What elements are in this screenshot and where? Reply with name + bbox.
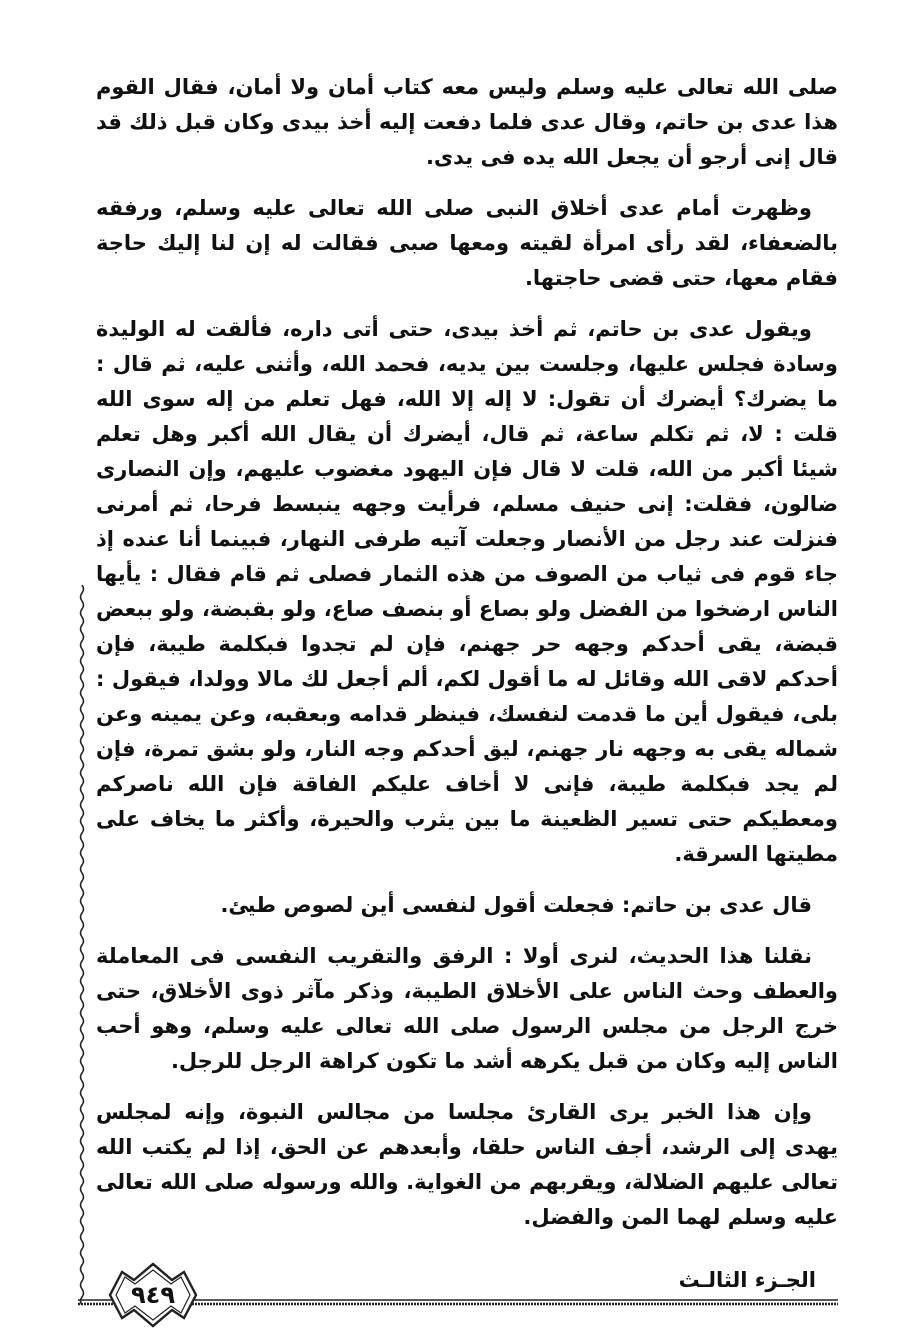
paragraph: وإن هذا الخبر يرى القارئ مجلسا من مجالس النبوة، وإنه لمجلس يهدى إلى الرشد، أجف الناس حلقا، وأبعدهم عن الحق، إذا لم يكتب الله تعالى عليهم الضلالة، ويقربهم من الغواية. والله ورسوله صلى الله تعالى عليه وسلم لهما المن والفضل. bbox=[96, 1100, 838, 1229]
paragraph: وظهرت أمام عدى أخلاق النبى صلى الله تعالى عليه وسلم، ورفقه بالضعفاء، لقد رأى امرأة لقيته ومعها صبى فقالت له إن لنا إليك حاجة فقام معها، حتى قضى حاجتها. bbox=[96, 196, 838, 290]
decorative-border-left bbox=[78, 585, 86, 1305]
paragraph: قال عدى بن حاتم: فجعلت أقول لنفسى أين لصوص طيئ. bbox=[220, 893, 812, 917]
body-text bbox=[96, 70, 838, 1251]
paragraph: صلى الله تعالى عليه وسلم وليس معه كتاب أمان ولا أمان، فقال القوم هذا عدى بن حاتم، وقال عدى فلما دفعت إليه أخذ بيدى وكان قبل ذلك قد قال إنى أرجو أن يجعل الله يده فى يدى. bbox=[96, 75, 838, 169]
paragraph: ويقول عدى بن حاتم، ثم أخذ بيدى، حتى أتى داره، فألقت له الوليدة وسادة فجلس عليها، وجلست بين يديه، فحمد الله، وأثنى عليه، ثم قال : ما يضرك؟ أيضرك أن تقول: لا إله إلا الله، فهل تعلم من إله سوى الله قلت : لا، ثم تكلم ساعة، ثم قال، أيضرك أن يقال الله أكبر وهل تعلم شيئا أكبر من الله، قلت لا قال فإن اليهود مغضوب عليهم، وإن النصارى ضالون، فقلت: إنى حنيف مسلم، فرأيت وجهه ينبسط فرحا، ثم أمرنى فنزلت عند رجل من الأنصار وجعلت آتيه طرفى النهار، فبينما أنا عنده إذ جاء قوم فى ثياب من الصوف من هذه الثمار فصلى ثم قام فقال : يأيها الناس ارضخوا من الفضل ولو بصاع أو بنصف صاع، ولو بقبضة، ولو ببعض قبضة، يقى أحدكم وجهه حر جهنم، فإن لم تجدوا فبكلمة طيبة، فإن أحدكم لاقى الله وقائل له ما أقول لكم، ألم أجعل لك مالا وولدا، فيقول : بلى، فيقول أين ما قدمت لنفسك، فينظر قدامه وبعقبه، وعن يمينه وعن شماله يقى به وجهه نار جهنم، ليق أحدكم وجه النار، ولو بشق تمرة، فإن لم يجد فبكلمة طيبة، فإنى لا أخاف عليكم الفاقة فإن الله ناصركم ومعطيكم حتى تسير الظعينة ما بين يثرب والحيرة، وأكثر ما يخاف على مطيتها السرقة. bbox=[96, 317, 838, 866]
running-footer-title: الجـزء الثالـث bbox=[678, 1268, 816, 1292]
page-number: ٩٤٩ bbox=[131, 1281, 175, 1309]
paragraph: نقلنا هذا الحديث، لنرى أولا : الرفق والتقريب النفسى فى المعاملة والعطف وحث الناس على الأخلاق الطيبة، وذكر مآثر ذوى الأخلاق، حتى خرج الرجل من مجلس الرسول صلى الله تعالى عليه وسلم، وهو أحب الناس إليه وكان من قبل يكرهه أشد ما تكون كراهة الرجل للرجل. bbox=[96, 944, 838, 1073]
